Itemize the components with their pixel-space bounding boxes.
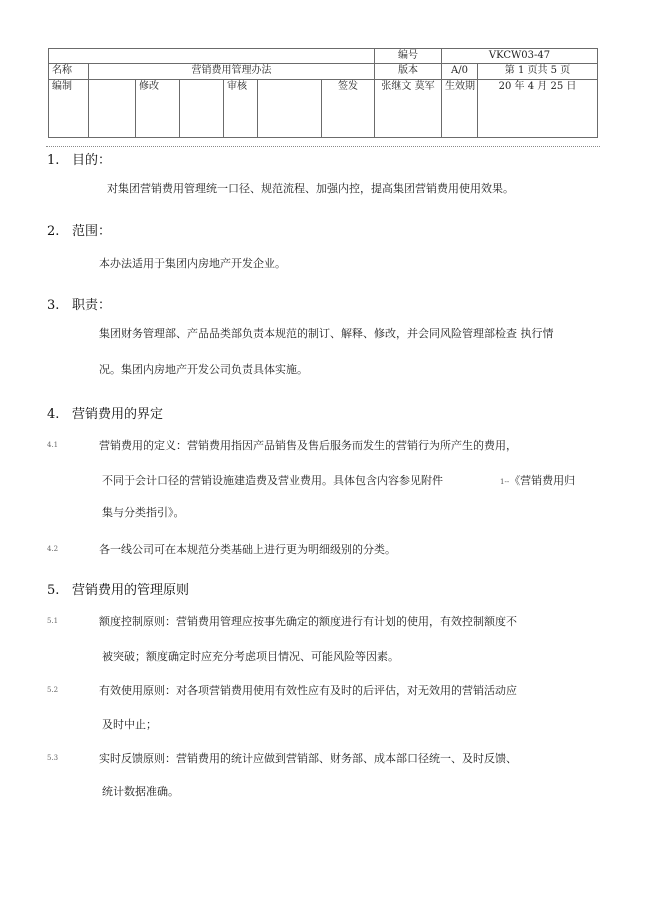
page-info: 第 1 页共 5 页 (478, 64, 598, 79)
section-2-text: 本办法适用于集团内房地产开发企业。 (99, 257, 286, 270)
item-4-2-line-1: 各一线公司可在本规范分类基础上进行更为明细级别的分类。 (99, 543, 396, 556)
item-5-3-number: 5.3 (47, 754, 59, 762)
author-label: 编制 (49, 79, 89, 137)
code-label: 编号 (375, 49, 442, 64)
item-5-2-number: 5.2 (47, 686, 59, 694)
item-4-1-line-1: 营销费用的定义：营销费用指因产品销售及售后服务而发生的营销行为所产生的费用， (99, 439, 517, 452)
item-4-1-number: 4.1 (47, 441, 59, 449)
item-5-2-line-1: 有效使用原则：对各项营销费用使用有效性应有及时的后评估，对无效用的营销活动应 (99, 684, 517, 697)
version-label: 版本 (375, 64, 442, 79)
section-2-number: 2. (47, 224, 60, 239)
item-5-2-line-2: 及时中止； (102, 718, 157, 731)
section-5-number: 5. (47, 583, 60, 598)
item-4-2-number: 4.2 (47, 545, 59, 553)
issuers-value: 张继文 莫军 (375, 79, 442, 137)
attachment-reference (500, 472, 575, 488)
section-5-title: 营销费用的管理原则 (72, 583, 190, 598)
section-1-title: 目的： (72, 153, 112, 168)
section-1-heading (47, 149, 111, 168)
section-2-title: 范围： (72, 224, 112, 239)
item-5-3-line-2: 统计数据准确。 (102, 785, 179, 798)
item-5-1-number: 5.1 (47, 617, 59, 625)
item-5-1-line-2: 被突破；额度确定时应充分考虑项目情况、可能风险等因素。 (102, 650, 399, 663)
item-4-1-line-3: 集与分类指引》。 (102, 506, 185, 519)
section-3-title: 职责： (72, 298, 112, 313)
revise-value (180, 79, 224, 137)
review-value (258, 79, 322, 137)
section-4-heading (47, 403, 163, 422)
header-blank-cell (49, 49, 375, 64)
section-5-heading (47, 579, 189, 598)
section-3-heading (47, 294, 111, 313)
section-4-number: 4. (47, 407, 60, 422)
author-value (89, 79, 136, 137)
section-2-heading (47, 220, 111, 239)
attachment-title: 《营销费用归 (509, 474, 576, 487)
attachment-number: 1-- (500, 478, 510, 486)
name-label: 名称 (49, 64, 89, 79)
section-1-text: 对集团营销费用管理统一口径、规范流程、加强内控，提高集团营销费用使用效果。 (107, 182, 514, 195)
effective-value: 20 年 4 月 25 日 (478, 79, 598, 137)
section-1-number: 1. (47, 153, 60, 168)
document-header-table (48, 48, 598, 138)
version-value: A/0 (442, 64, 478, 79)
code-value: VKCW03-47 (442, 49, 598, 64)
review-label: 审核 (224, 79, 258, 137)
section-3-line-2: 况。集团内房地产开发公司负责具体实施。 (99, 363, 308, 376)
section-3-number: 3. (47, 298, 60, 313)
effective-label: 生效期 (442, 79, 478, 137)
item-5-3-line-1: 实时反馈原则：营销费用的统计应做到营销部、财务部、成本部口径统一、及时反馈、 (99, 752, 517, 765)
item-4-1-line-2: 不同于会计口径的营销设施建造费及营业费用。具体包含内容参见附件 (102, 474, 443, 487)
section-3-line-1: 集团财务管理部、产品品类部负责本规范的制订、解释、修改，并会同风险管理部检查 执行情 (99, 327, 554, 340)
issue-label: 签发 (322, 79, 375, 137)
dotted-divider (46, 146, 600, 147)
item-5-1-line-1: 额度控制原则：营销费用管理应按事先确定的额度进行有计划的使用，有效控制额度不 (99, 615, 517, 628)
section-4-title: 营销费用的界定 (72, 407, 164, 422)
revise-label: 修改 (136, 79, 180, 137)
name-value: 营销费用管理办法 (89, 64, 375, 79)
